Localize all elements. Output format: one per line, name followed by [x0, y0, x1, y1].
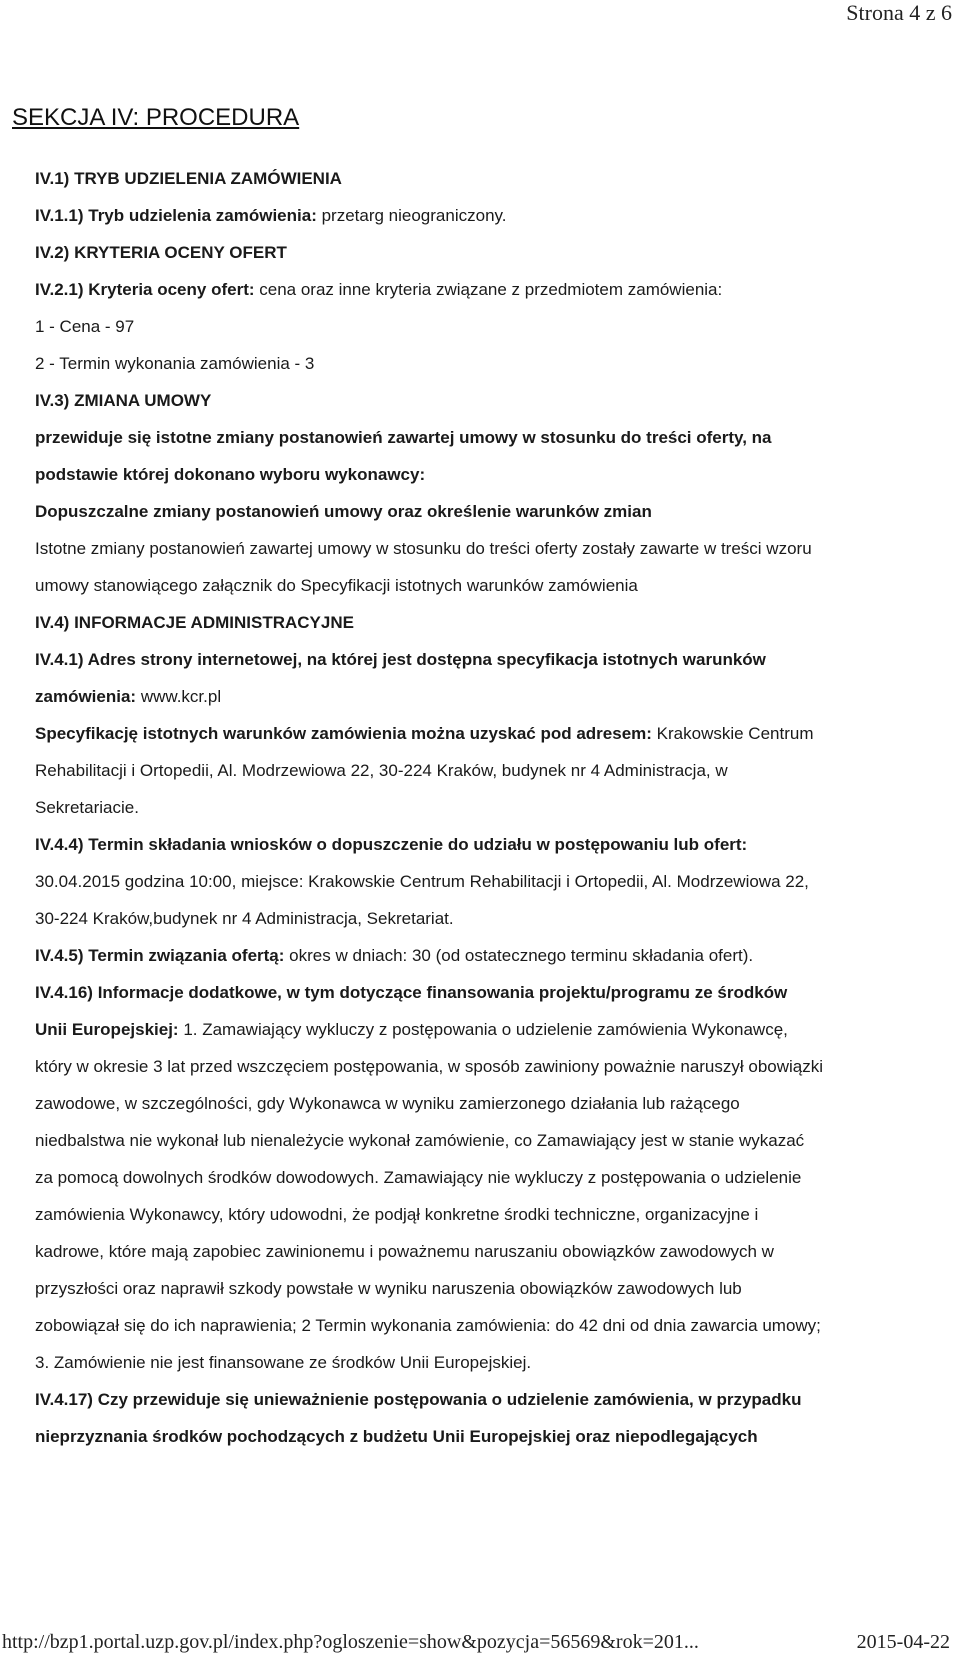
line-bold-text: IV.1) TRYB UDZIELENIA ZAMÓWIENIA [35, 169, 342, 188]
line-text: zamówienia Wykonawcy, który udowodni, że podjął konkretne środki techniczne, organizacyjne i [35, 1205, 759, 1224]
line-text: 1 - Cena - 97 [35, 317, 135, 336]
line-text: za pomocą dowolnych środków dowodowych. Zamawiający nie wykluczy z postępowania o udzielenie [35, 1168, 802, 1187]
line-text: 2 - Termin wykonania zamówienia - 3 [35, 354, 315, 373]
document-line [35, 1344, 950, 1381]
line-bold-text: IV.4.17) Czy przewiduje się unieważnienie postępowania o udzielenie zamówienia, w przypadku [35, 1390, 802, 1409]
line-text: przetarg nieograniczony. [316, 206, 507, 225]
document-line [35, 1418, 950, 1455]
document-line [35, 419, 950, 456]
document-line [35, 826, 950, 863]
document-line [35, 752, 950, 789]
line-bold-text: IV.4) INFORMACJE ADMINISTRACYJNE [35, 613, 354, 632]
line-bold-text: IV.3) ZMIANA UMOWY [35, 391, 212, 410]
line-bold-text: IV.4.4) Termin składania wniosków o dopuszczenie do udziału w postępowaniu lub ofert: [35, 835, 748, 854]
document-line [35, 1196, 950, 1233]
line-bold-text: IV.1.1) Tryb udzielenia zamówienia: [35, 206, 317, 225]
document-line [35, 900, 950, 937]
document-line [35, 1159, 950, 1196]
document-line [35, 1270, 950, 1307]
line-text: Sekretariacie. [35, 798, 139, 817]
document-line [35, 345, 950, 382]
line-text: kadrowe, które mają zapobiec zawinionemu i poważnemu naruszaniu obowiązków zawodowych w [35, 1242, 774, 1261]
document-line [35, 493, 950, 530]
document-line [35, 271, 950, 308]
line-text: niedbalstwa nie wykonał lub nienależycie wykonał zamówienie, co Zamawiający jest w stanie wykazać [35, 1131, 805, 1150]
line-bold-text: IV.2) KRYTERIA OCENY OFERT [35, 243, 287, 262]
line-text: 3. Zamówienie nie jest finansowane ze środków Unii Europejskiej. [35, 1353, 532, 1372]
document-line [35, 678, 950, 715]
line-bold-text: IV.4.1) Adres strony internetowej, na której jest dostępna specyfikacja istotnych warunków [35, 650, 766, 669]
document-line [35, 789, 950, 826]
line-bold-text: podstawie której dokonano wyboru wykonawcy: [35, 465, 426, 484]
document-line [35, 308, 950, 345]
line-text: 30-224 Kraków,budynek nr 4 Administracja, Sekretariat. [35, 909, 454, 928]
footer-url[interactable]: http://bzp1.portal.uzp.gov.pl/index.php?ogloszenie=show&pozycja=56569&rok=201... [2, 1631, 699, 1653]
line-text: 30.04.2015 godzina 10:00, miejsce: Krakowskie Centrum Rehabilitacji i Ortopedii, Al. Modrzewiowa 22, [35, 872, 809, 891]
footer-date: 2015-04-22 [856, 1631, 950, 1653]
document-line [35, 1307, 950, 1344]
document-line [35, 382, 950, 419]
document-line [35, 1233, 950, 1270]
page-indicator: Strona 4 z 6 [846, 0, 952, 25]
document-line [35, 1011, 950, 1048]
line-text: Istotne zmiany postanowień zawartej umowy w stosunku do treści oferty zostały zawarte w treści wzoru [35, 539, 812, 558]
line-text: przyszłości oraz naprawił szkody powstałe w wyniku naruszenia obowiązków zawodowych lub [35, 1279, 742, 1298]
document-line [35, 1048, 950, 1085]
document-line [35, 604, 950, 641]
document-body [35, 160, 950, 1455]
line-bold-text: nieprzyznania środków pochodzących z budżetu Unii Europejskiej oraz niepodlegających [35, 1427, 758, 1446]
document-line [35, 974, 950, 1011]
document-line [35, 1085, 950, 1122]
line-bold-text: przewiduje się istotne zmiany postanowień zawartej umowy w stosunku do treści oferty, na [35, 428, 772, 447]
line-text: 1. Zamawiający wykluczy z postępowania o udzielenie zamówienia Wykonawcę, [178, 1020, 788, 1039]
document-line [35, 1381, 950, 1418]
document-line [35, 197, 950, 234]
line-bold-text: Unii Europejskiej: [35, 1020, 179, 1039]
document-line [35, 234, 950, 271]
document-line [35, 715, 950, 752]
line-bold-text: Specyfikację istotnych warunków zamówienia można uzyskać pod adresem: [35, 724, 652, 743]
document-line [35, 641, 950, 678]
page-footer [0, 1628, 960, 1654]
line-bold-text: zamówienia: [35, 687, 137, 706]
line-bold-text: IV.2.1) Kryteria oceny ofert: [35, 280, 255, 299]
line-text: okres w dniach: 30 (od ostatecznego terminu składania ofert). [284, 946, 754, 965]
document-line [35, 456, 950, 493]
line-bold-text: Dopuszczalne zmiany postanowień umowy oraz określenie warunków zmian [35, 502, 652, 521]
line-text: www.kcr.pl [136, 687, 222, 706]
document-line [35, 1122, 950, 1159]
document-line [35, 937, 950, 974]
line-text: zobowiązał się do ich naprawienia; 2 Termin wykonania zamówienia: do 42 dni od dnia zawarcia umowy; [35, 1316, 821, 1335]
line-text: umowy stanowiącego załącznik do Specyfikacji istotnych warunków zamówienia [35, 576, 638, 595]
line-text: Krakowskie Centrum [651, 724, 814, 743]
line-text: Rehabilitacji i Ortopedii, Al. Modrzewiowa 22, 30-224 Kraków, budynek nr 4 Administracja, w [35, 761, 728, 780]
document-line [35, 160, 950, 197]
line-text: który w okresie 3 lat przed wszczęciem postępowania, w sposób zawiniony poważnie naruszył obowiązki [35, 1057, 824, 1076]
document-line [35, 863, 950, 900]
document-line [35, 530, 950, 567]
line-bold-text: IV.4.5) Termin związania ofertą: [35, 946, 285, 965]
document-line [35, 567, 950, 604]
line-text: cena oraz inne kryteria związane z przedmiotem zamówienia: [254, 280, 723, 299]
line-text: zawodowe, w szczególności, gdy Wykonawca w wyniku zamierzonego działania lub rażącego [35, 1094, 740, 1113]
section-title: SEKCJA IV: PROCEDURA [12, 104, 300, 131]
line-bold-text: IV.4.16) Informacje dodatkowe, w tym dotyczące finansowania projektu/programu ze środków [35, 983, 788, 1002]
